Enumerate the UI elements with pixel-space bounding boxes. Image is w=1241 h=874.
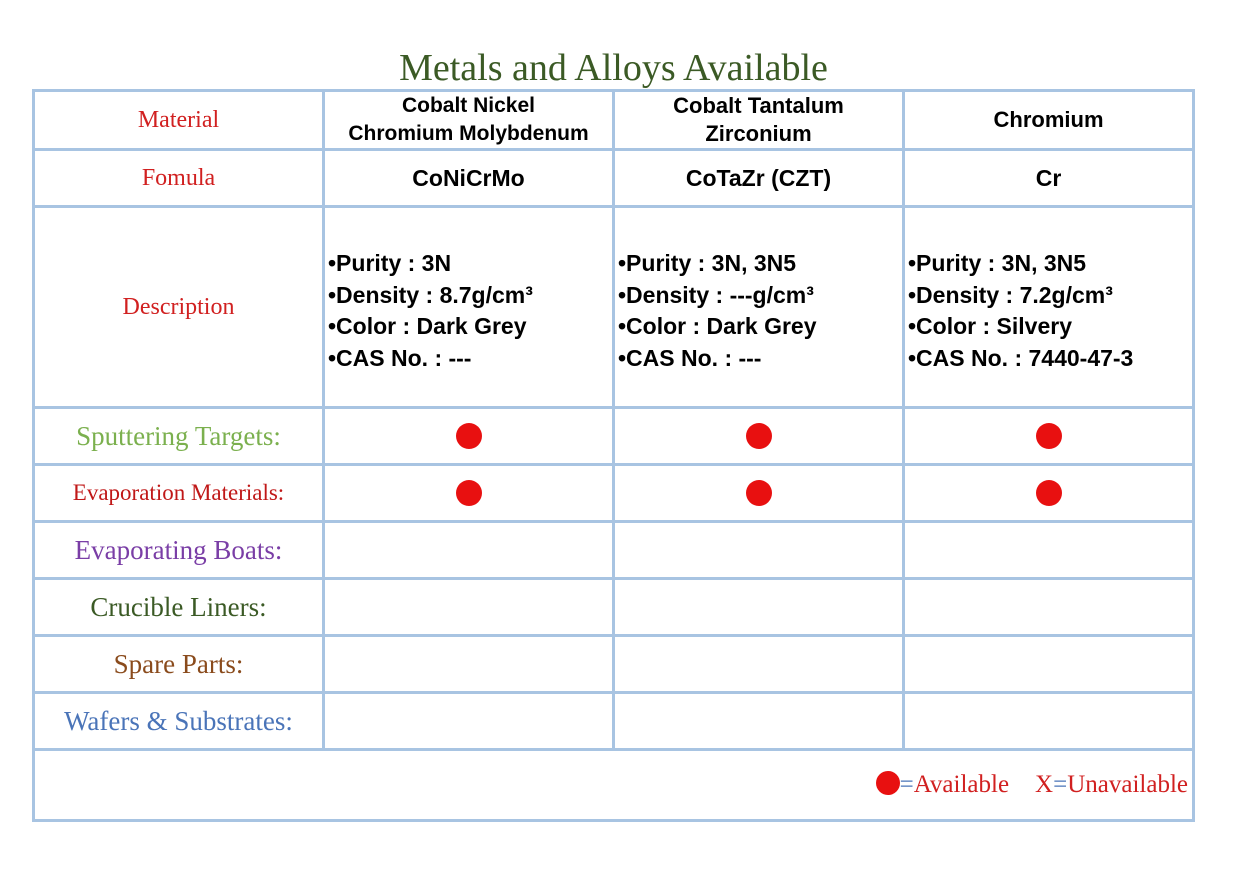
availability-cell xyxy=(614,408,904,465)
availability-cell xyxy=(904,522,1194,579)
boats-row xyxy=(34,522,1194,579)
availability-cell xyxy=(614,693,904,750)
available-dot-icon xyxy=(876,771,900,795)
material-name-line1: Cobalt Nickel xyxy=(401,94,536,117)
evaporation-row xyxy=(34,465,1194,522)
material-label-cell xyxy=(34,91,324,150)
material-name-line1: Cobalt Tantalum xyxy=(673,93,844,118)
sputtering-label-cell xyxy=(34,408,324,465)
availability-cell xyxy=(614,636,904,693)
liners-row xyxy=(34,579,1194,636)
legend-unavailable-mark: X xyxy=(1035,771,1054,798)
formula-value: CoTaZr (CZT) xyxy=(685,164,832,191)
available-dot-icon xyxy=(456,480,482,506)
legend-unavailable: =Unavailable xyxy=(1053,771,1188,798)
boats-label-cell xyxy=(34,522,324,579)
availability-cell xyxy=(904,636,1194,693)
formula-value: Cr xyxy=(1035,164,1062,191)
description-row xyxy=(34,207,1194,408)
formula-cell xyxy=(614,150,904,207)
availability-cell xyxy=(904,465,1194,522)
availability-cell xyxy=(324,693,614,750)
color-text: •Color : Silvery xyxy=(908,313,1072,339)
cas-text: •CAS No. : --- xyxy=(618,344,762,371)
density-text: •Density : ---g/cm³ xyxy=(618,281,814,308)
density-text: •Density : 7.2g/cm³ xyxy=(908,281,1113,308)
available-dot-icon xyxy=(456,423,482,449)
formula-value: CoNiCrMo xyxy=(412,164,525,191)
available-dot-icon xyxy=(746,423,772,449)
legend xyxy=(876,771,1188,799)
materials-table xyxy=(32,89,1195,822)
availability-cell xyxy=(324,522,614,579)
wafers-row xyxy=(34,693,1194,750)
color-text: •Color : Dark Grey xyxy=(618,313,817,339)
spare-row xyxy=(34,636,1194,693)
liners-label-cell xyxy=(34,579,324,636)
availability-cell xyxy=(324,465,614,522)
density-text: •Density : 8.7g/cm³ xyxy=(328,281,533,308)
description-label: Description xyxy=(122,293,235,320)
material-row xyxy=(34,91,1194,150)
purity-text: •Purity : 3N xyxy=(328,250,452,276)
wafers-label: Wafers & Substrates: xyxy=(64,705,293,736)
availability-cell xyxy=(614,522,904,579)
description-label-cell xyxy=(34,207,324,408)
availability-cell xyxy=(324,579,614,636)
page-title: Metals and Alloys Available xyxy=(399,47,828,89)
purity-text: •Purity : 3N, 3N5 xyxy=(908,250,1087,276)
available-dot-icon xyxy=(1036,480,1062,506)
material-name-cell xyxy=(324,91,614,150)
purity-text: •Purity : 3N, 3N5 xyxy=(618,250,797,276)
wafers-label-cell xyxy=(34,693,324,750)
color-text: •Color : Dark Grey xyxy=(328,313,527,339)
availability-cell xyxy=(904,408,1194,465)
cas-text: •CAS No. : 7440-47-3 xyxy=(908,344,1134,371)
available-dot-icon xyxy=(1036,423,1062,449)
formula-cell xyxy=(904,150,1194,207)
legend-row xyxy=(34,750,1194,821)
description-cell xyxy=(614,207,904,408)
sputtering-row xyxy=(34,408,1194,465)
description-cell xyxy=(904,207,1194,408)
spare-label: Spare Parts: xyxy=(113,648,244,679)
formula-cell xyxy=(324,150,614,207)
spare-label-cell xyxy=(34,636,324,693)
material-name-line2: Zirconium xyxy=(705,121,812,146)
material-name-line1: Chromium xyxy=(993,107,1104,132)
legend-cell xyxy=(34,750,1194,821)
evaporation-label: Evaporation Materials: xyxy=(72,480,285,505)
availability-cell xyxy=(324,408,614,465)
material-label: Material xyxy=(137,106,220,133)
liners-label: Crucible Liners: xyxy=(90,591,267,622)
sputtering-label: Sputtering Targets: xyxy=(76,420,281,451)
availability-cell xyxy=(324,636,614,693)
description-cell xyxy=(324,207,614,408)
availability-cell xyxy=(904,693,1194,750)
availability-cell xyxy=(904,579,1194,636)
formula-label: Fomula xyxy=(141,164,216,191)
formula-row xyxy=(34,150,1194,207)
availability-cell xyxy=(614,465,904,522)
available-dot-icon xyxy=(746,480,772,506)
formula-label-cell xyxy=(34,150,324,207)
availability-cell xyxy=(614,579,904,636)
material-name-line2: Chromium Molybdenum xyxy=(348,122,589,145)
cas-text: •CAS No. : --- xyxy=(328,344,472,371)
material-name-cell xyxy=(614,91,904,150)
boats-label: Evaporating Boats: xyxy=(74,534,283,565)
material-name-cell xyxy=(904,91,1194,150)
evaporation-label-cell xyxy=(34,465,324,522)
legend-available: =Available xyxy=(899,771,1010,798)
